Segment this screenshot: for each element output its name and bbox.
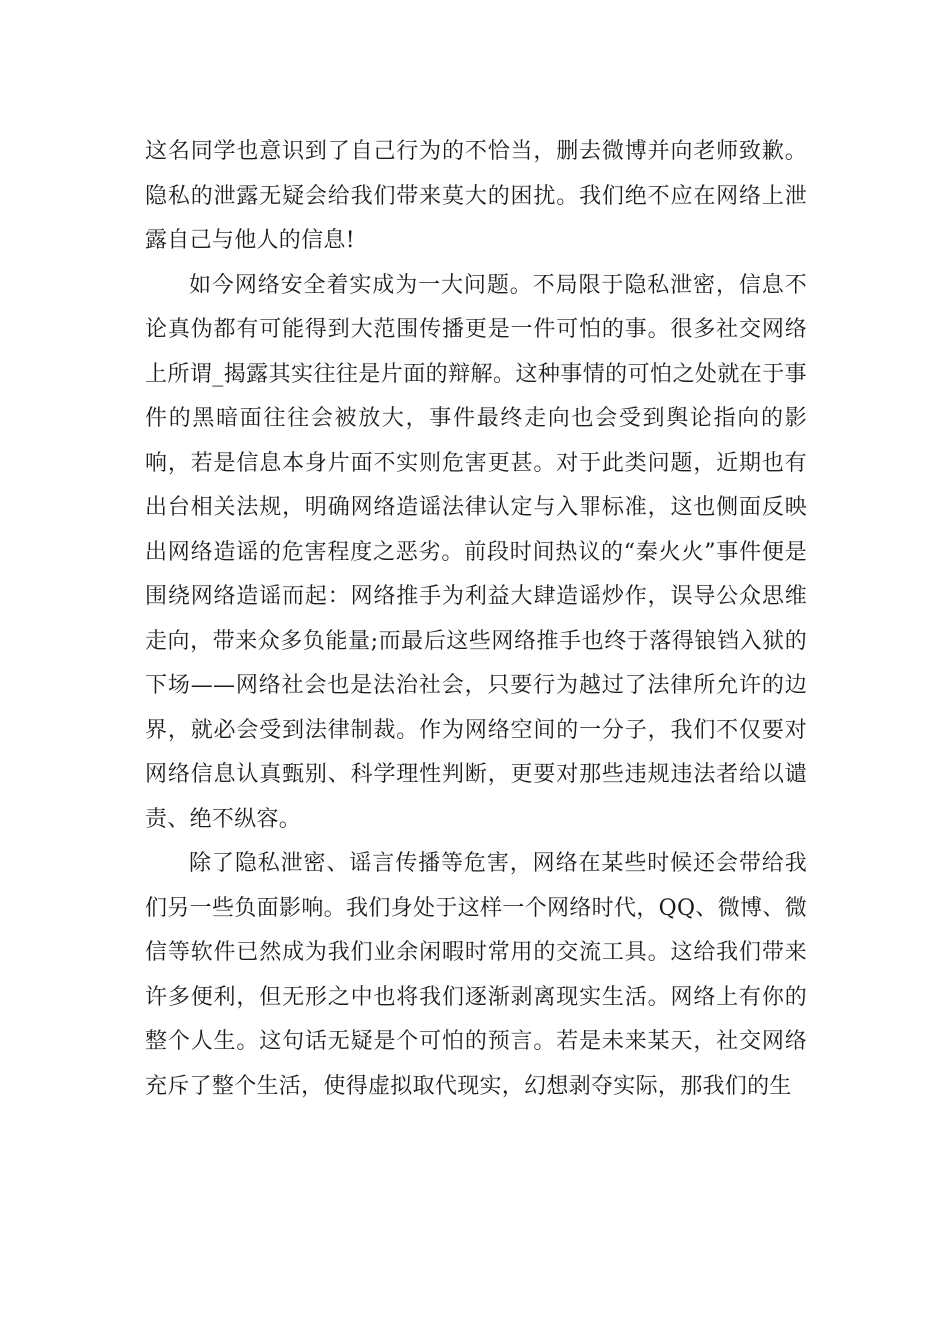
- body-text: [145, 130, 807, 1109]
- paragraph-3: 除了隐私泄密、谣言传播等危害，网络在某些时候还会带给我们另一些负面影响。我们身处于这样一个网络时代，QQ、微博、微信等软件已然成为我们业余闲暇时常用的交流工具。这给我们带来许多便利，但无形之中也将我们逐渐剥离现实生活。网络上有你的整个人生。这句话无疑是个可怕的预言。若是未来某天，社交网络充斥了整个生活，使得虚拟取代现实，幻想剥夺实际，那我们的生: [145, 851, 807, 1099]
- paragraph-1: 这名同学也意识到了自己行为的不恰当，删去微博并向老师致歉。隐私的泄露无疑会给我们带来莫大的困扰。我们绝不应在网络上泄露自己与他人的信息!: [145, 139, 807, 253]
- paragraph-2: 如今网络安全着实成为一大问题。不局限于隐私泄密，信息不论真伪都有可能得到大范围传播更是一件可怕的事。很多社交网络上所谓_揭露其实往往是片面的辩解。这种事情的可怕之处就在于事件的黑暗面往往会被放大，事件最终走向也会受到舆论指向的影响，若是信息本身片面不实则危害更甚。对于此类问题，近期也有出台相关法规，明确网络造谣法律认定与入罪标准，这也侧面反映出网络造谣的危害程度之恶劣。前段时间热议的“秦火火”事件便是围绕网络造谣而起：网络推手为利益大肆造谣炒作，误导公众思维走向，带来众多负能量;而最后这些网络推手也终于落得锒铛入狱的下场——网络社会也是法治社会，只要行为越过了法律所允许的边界，就必会受到法律制裁。作为网络空间的一分子，我们不仅要对网络信息认真甄别、科学理性判断，更要对那些违规违法者给以谴责、绝不纵容。: [145, 272, 807, 832]
